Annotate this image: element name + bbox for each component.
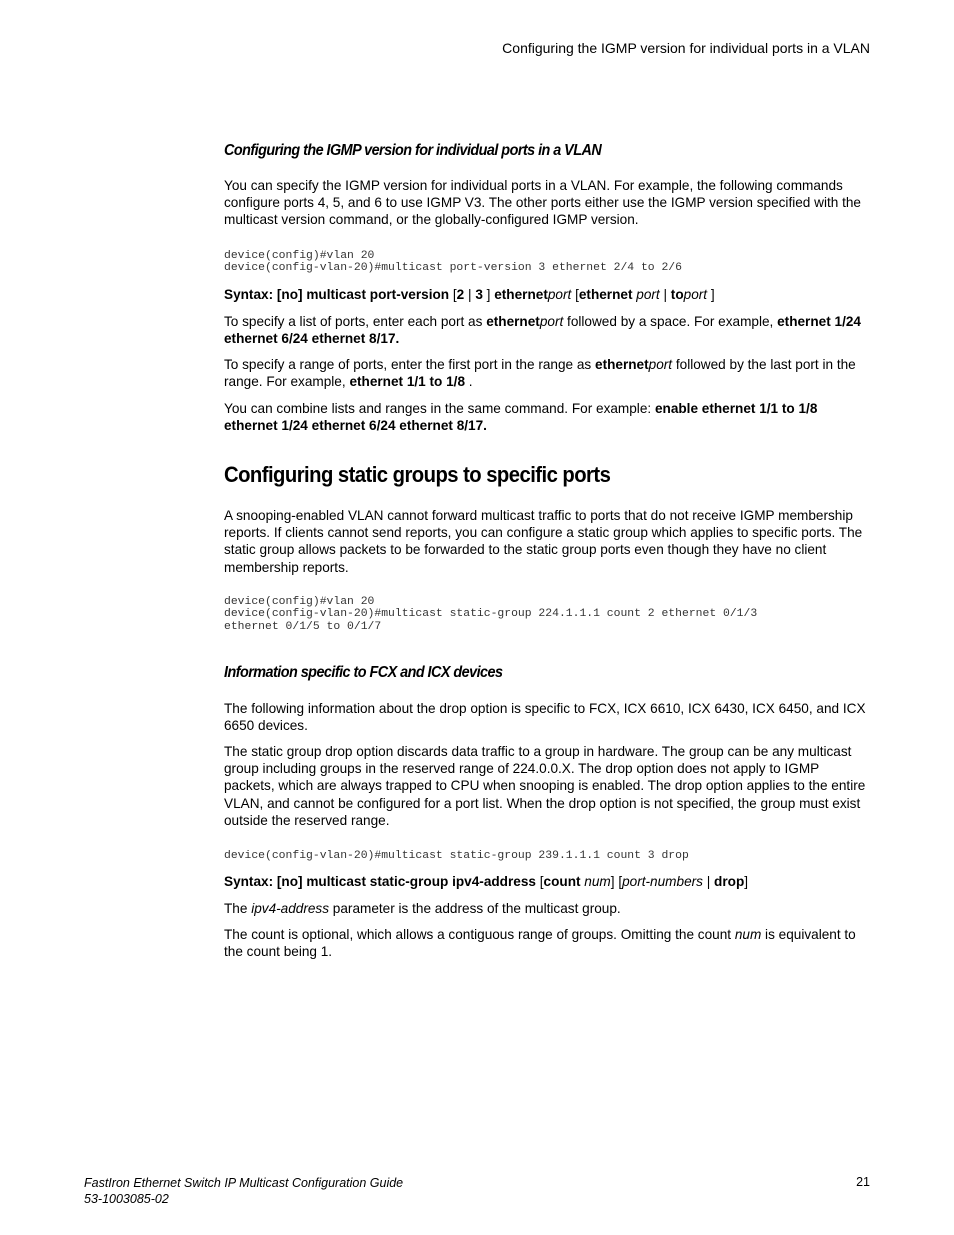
code-line: device(config-vlan-20)#multicast static-group 224.1.1.1 count 2 ethernet 0/1/3 xyxy=(224,608,758,621)
drop-option-paragraph: The static group drop option discards data traffic to a group in hardware. The group can be any multicast group including groups in the reserved range of 224.0.0.X. The drop option does not apply to IGMP packets, which are always trapped to CPU when snooping is enabled. The drop option applies to the entire VLAN, and cannot be configured for a port list. When the drop option is not specified, the group must exist outside the reserved range. xyxy=(224,744,866,828)
code-line: device(config-vlan-20)#multicast port-version 3 ethernet 2/4 to 2/6 xyxy=(224,262,682,275)
syntax-port-version: Syntax: [no] multicast port-version [2 | 3 ] ethernetport [ethernet port | toport ] xyxy=(224,287,715,302)
range-ports-paragraph: To specify a range of ports, enter the first port in the range as ethernetport followed by the last port in the range. For example, ethernet 1/1 to 1/8 . xyxy=(224,357,856,390)
section-heading-igmp-version: Configuring the IGMP version for individual ports in a VLAN xyxy=(224,142,602,159)
count-paragraph: The count is optional, which allows a contiguous range of groups. Omitting the count num is equivalent to the count being 1. xyxy=(224,927,856,960)
running-header: Configuring the IGMP version for individual ports in a VLAN xyxy=(502,40,870,56)
footer-doc-number: 53-1003085-02 xyxy=(84,1192,169,1206)
list-ports-paragraph: To specify a list of ports, enter each port as ethernetport followed by a space. For example, ethernet 1/24 ethernet 6/24 ethernet 8/17. xyxy=(224,314,861,347)
code-line: device(config)#vlan 20 xyxy=(224,250,375,262)
footer-guide-title: FastIron Ethernet Switch IP Multicast Configuration Guide xyxy=(84,1176,404,1190)
fcx-icx-paragraph: The following information about the drop option is specific to FCX, ICX 6610, ICX 6430, ICX 6450, and ICX 6650 devices. xyxy=(224,701,866,734)
code-block-static-group xyxy=(224,596,870,633)
code-line: ethernet 0/1/5 to 0/1/7 xyxy=(224,620,382,633)
syntax-static-group: Syntax: [no] multicast static-group ipv4-address [count num] [port-numbers | drop] xyxy=(224,874,749,889)
section-heading-static-groups: Configuring static groups to specific ports xyxy=(224,462,611,487)
code-block-drop xyxy=(224,850,870,862)
combine-paragraph: You can combine lists and ranges in the same command. For example: enable ethernet 1/1 to 1/8 ethernet 1/24 ethernet 6/24 ethernet 8/17. xyxy=(224,401,818,434)
page-number: 21 xyxy=(856,1175,870,1189)
code-line: device(config-vlan-20)#multicast static-group 239.1.1.1 count 3 drop xyxy=(224,850,689,862)
code-line: device(config)#vlan 20 xyxy=(224,596,375,608)
static-groups-intro: A snooping-enabled VLAN cannot forward multicast traffic to ports that do not receive IGMP membership reports. If clients cannot send reports, you can configure a static group which applies to specific ports. The static group allows packets to be forwarded to the static group ports even though they have no client membership reports. xyxy=(224,508,863,575)
ipv4-address-paragraph: The ipv4-address parameter is the address of the multicast group. xyxy=(224,901,621,916)
code-block-port-version xyxy=(224,250,870,275)
footer xyxy=(84,1175,403,1207)
intro-paragraph: You can specify the IGMP version for individual ports in a VLAN. For example, the following commands configure ports 4, 5, and 6 to use IGMP V3. The other ports either use the IGMP version specified with the multicast version command, or the globally-configured IGMP version. xyxy=(224,178,861,228)
section-heading-fcx-icx: Information specific to FCX and ICX devices xyxy=(224,664,503,681)
